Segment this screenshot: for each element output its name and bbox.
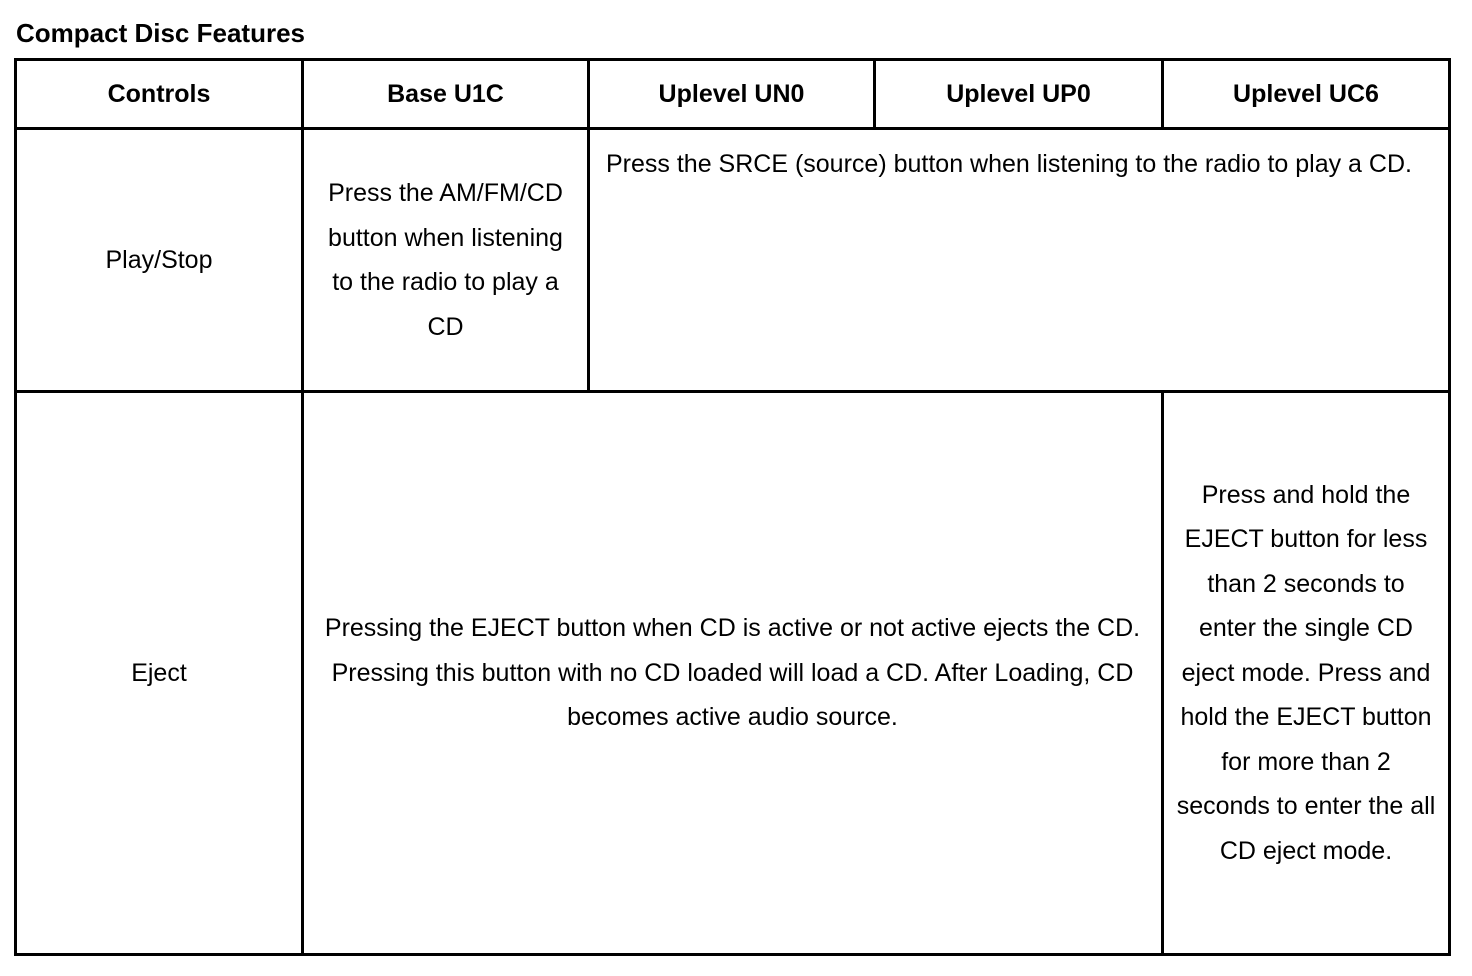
cell-eject-shared: Pressing the EJECT button when CD is active or not active ejects the CD. Pressing this button with no CD loaded will load a CD. After Loading, CD becomes active audio source.	[303, 392, 1163, 955]
cell-control-eject: Eject	[16, 392, 303, 955]
table-header-row	[16, 60, 1450, 129]
cell-play-stop-uplevel: Press the SRCE (source) button when listening to the radio to play a CD.	[589, 129, 1450, 392]
header-base-u1c: Base U1C	[303, 60, 589, 129]
document-title: Compact Disc Features	[16, 18, 305, 48]
header-uplevel-up0: Uplevel UP0	[875, 60, 1163, 129]
header-uplevel-uc6: Uplevel UC6	[1163, 60, 1450, 129]
table-row-eject	[16, 392, 1450, 955]
table-row-play-stop	[16, 129, 1450, 392]
header-uplevel-un0: Uplevel UN0	[589, 60, 875, 129]
header-controls: Controls	[16, 60, 303, 129]
compact-disc-features-table	[14, 58, 1451, 956]
cell-eject-uplevel-uc6: Press and hold the EJECT button for less than 2 seconds to enter the single CD eject mode. Press and hold the EJECT button for more than 2 seconds to enter the all CD eject mode.	[1163, 392, 1450, 955]
cell-control-play-stop: Play/Stop	[16, 129, 303, 392]
cell-play-stop-base-u1c: Press the AM/FM/CD button when listening to the radio to play a CD	[303, 129, 589, 392]
